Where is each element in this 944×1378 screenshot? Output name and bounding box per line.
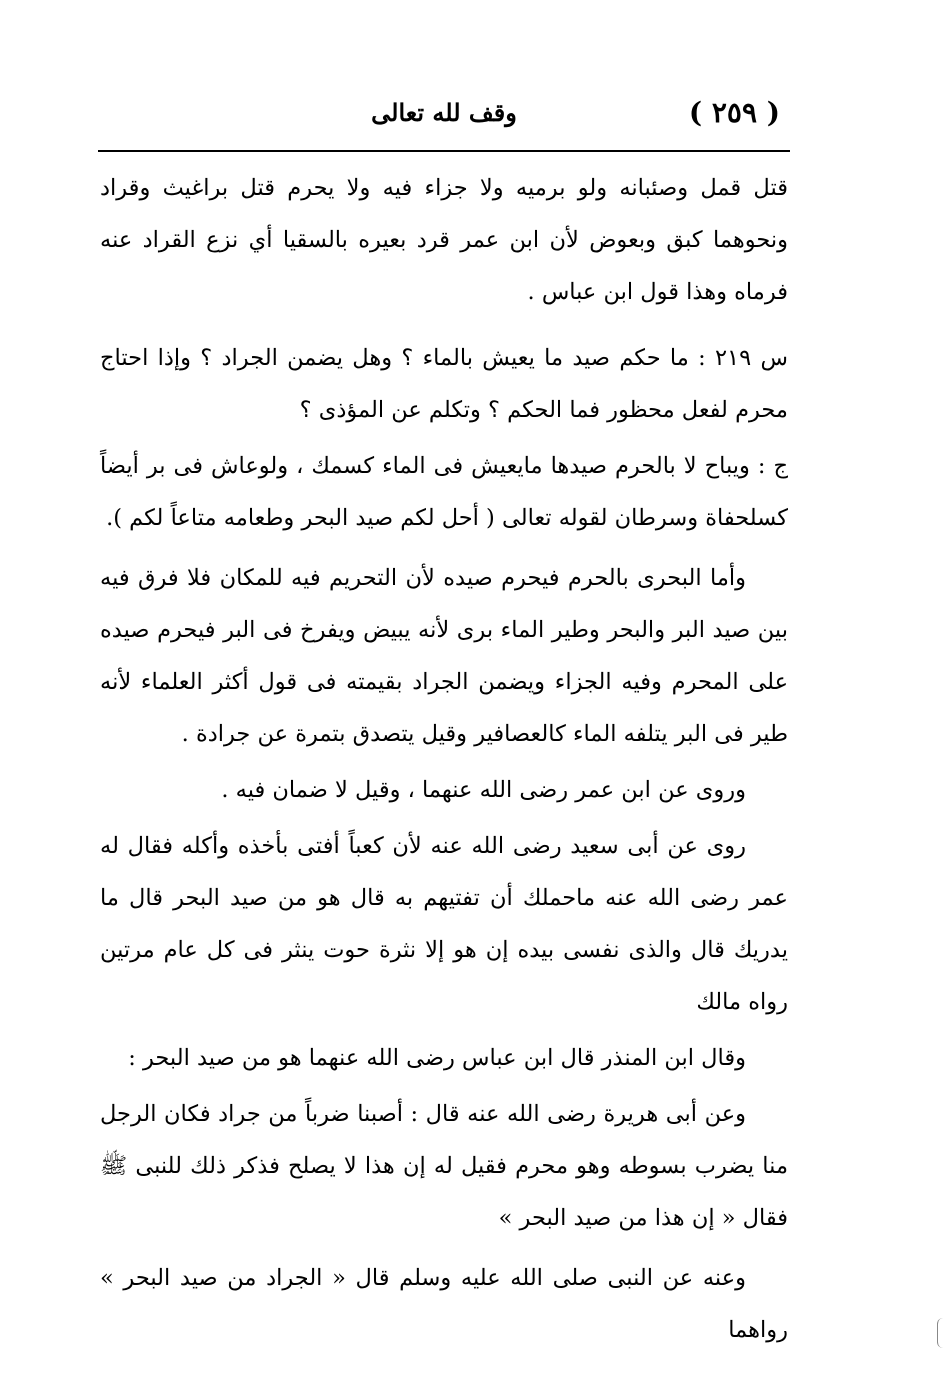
header-rule: [98, 150, 790, 152]
running-title: وقف لله تعالى: [371, 98, 517, 127]
paragraph-ibn-umar: وروى عن ابن عمر رضى الله عنهما ، وقيل لا ضمان فيه .: [221, 777, 746, 803]
paragraph-1: قتل قمل وصئبانه ولو برميه ولا جزاء فيه ولا يحرم قتل براغيث وقراد ونحوهما كبق وبعوض لأن ابن عمر قرد بعيره بالسقيا أي نزع القراد عنه فرماه وهذا قول ابن عباس .: [100, 175, 788, 305]
paragraph-bahri: وأما البحرى بالحرم فيحرم صيده لأن التحريم فيه للمكان فلا فرق فيه بين صيد البر والبحر وطير الماء برى لأنه يبيض ويفرخ فى البر فيحرم صيده على المحرم وفيه الجزاء ويضمن الجراد بقيمته فى قول أكثر العلماء لأنه طير فى البر يتلفه الماء كالعصافير وقيل يتصدق بتمرة عن جرادة .: [100, 565, 788, 747]
answer-219: ج : ويباح لا بالحرم صيدها مايعيش فى الماء كسمك ، ولوعاش فى بر أيضاً كسلحفاة وسرطان لقوله تعالى ( أحل لكم صيد البحر وطعامه متاعاً لكم ).: [100, 453, 788, 531]
page-edge-mark: [937, 1318, 944, 1348]
question-219: س ٢١٩ : ما حكم صيد ما يعيش بالماء ؟ وهل يضمن الجراد ؟ وإذا احتاج محرم لفعل محظور فما الحكم ؟ وتكلم عن المؤذى ؟: [100, 345, 788, 423]
paragraph-abu-hurayra: وعن أبى هريرة رضى الله عنه قال : أصبنا ضرباً من جراد فكان الرجل منا يضرب بسوطه وهو محرم فقيل له إن هذا لا يصلح فذكر ذلك للنبى ﷺ فقال « إن هذا من صيد البحر »: [100, 1101, 788, 1231]
page-number: ( ٢٥٩ ): [688, 96, 780, 129]
paragraph-final: وعنه عن النبى صلى الله عليه وسلم قال « الجراد من صيد البحر » رواهما: [100, 1265, 788, 1343]
paragraph-ibn-mundhir: وقال ابن المنذر قال ابن عباس رضى الله عنهما هو من صيد البحر :: [128, 1045, 746, 1071]
body-text: [100, 162, 788, 1356]
paragraph-abu-said: روى عن أبى سعيد رضى الله عنه لأن كعباً أفتى بأخذه وأكله فقال له عمر رضى الله عنه ماحملك أن تفتيهم به قال هو من صيد البحر قال ما يدريك قال والذى نفسى بيده إن هو إلا نثرة حوت ينثر فى كل عام مرتين رواه مالك: [100, 833, 788, 1015]
page-header: [100, 92, 788, 142]
